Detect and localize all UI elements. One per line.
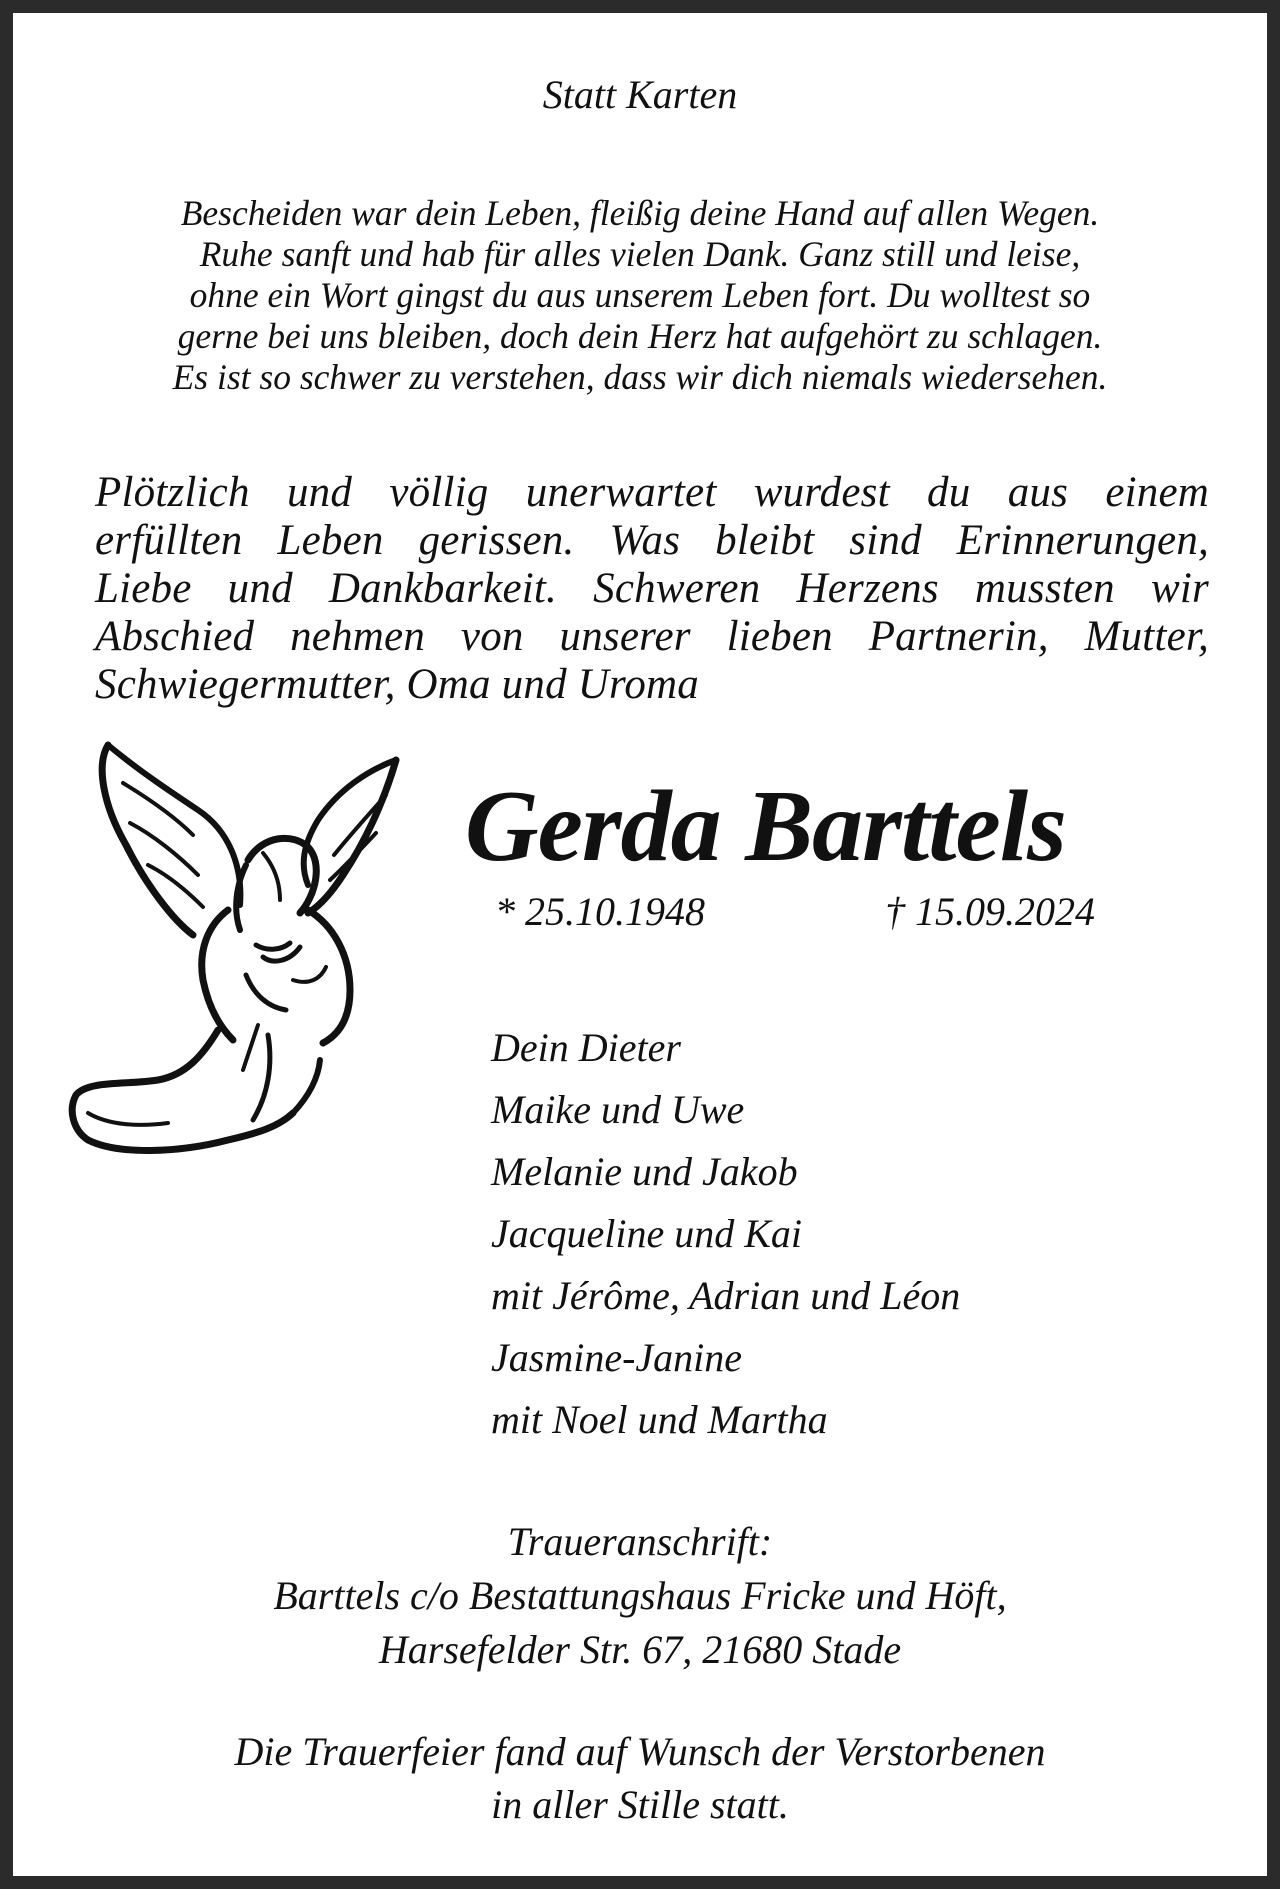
poem-line: gerne bei uns bleiben, doch dein Herz hat aufgehört zu schlagen. — [177, 316, 1103, 356]
family-member: Jacqueline und Kai — [491, 1211, 803, 1256]
deceased-name: Gerda Barttels — [465, 770, 1066, 883]
family-member: Dein Dieter — [491, 1025, 681, 1070]
family-list — [491, 1017, 960, 1451]
intro-line: erfüllten Leben gerissen. Was bleibt sind Erinnerungen, — [95, 517, 1209, 564]
header-statt-karten: Statt Karten — [542, 72, 738, 117]
family-member: Maike und Uwe — [491, 1087, 745, 1132]
address-line: Barttels c/o Bestattungshaus Fricke und Höft, — [273, 1573, 1007, 1618]
closing-line: Die Trauerfeier fand auf Wunsch der Verstorbenen — [234, 1729, 1046, 1774]
family-member: mit Noel und Martha — [491, 1397, 828, 1442]
address-line: Traueranschrift: — [507, 1519, 773, 1564]
family-member: Jasmine-Janine — [491, 1335, 743, 1380]
death-date: † 15.09.2024 — [885, 889, 1095, 934]
intro-line: Liebe und Dankbarkeit. Schweren Herzens mussten wir — [95, 565, 1209, 612]
intro-line: Plötzlich und völlig unerwartet wurdest du aus einem — [95, 469, 1209, 516]
angel-icon — [68, 735, 413, 1225]
intro-line: Schwiegermutter, Oma und Uroma — [95, 661, 699, 708]
closing-line: in aller Stille statt. — [491, 1782, 789, 1827]
poem-line: Ruhe sanft und hab für alles vielen Dank. Ganz still und leise, — [199, 234, 1081, 274]
intro-line: Abschied nehmen von unserer lieben Partnerin, Mutter, — [95, 613, 1209, 660]
poem-line: Es ist so schwer zu verstehen, dass wir dich niemals wiedersehen. — [172, 357, 1108, 397]
address-line: Harsefelder Str. 67, 21680 Stade — [378, 1627, 902, 1672]
birth-date: * 25.10.1948 — [495, 889, 705, 934]
closing-note — [13, 1725, 1267, 1831]
poem — [73, 193, 1207, 398]
family-member: Melanie und Jakob — [491, 1149, 798, 1194]
family-member: mit Jérôme, Adrian und Léon — [491, 1273, 961, 1318]
mourning-address — [13, 1515, 1267, 1677]
intro-text — [95, 469, 1209, 709]
poem-line: ohne ein Wort gingst du aus unserem Leben fort. Du wolltest so — [189, 275, 1091, 315]
poem-line: Bescheiden war dein Leben, fleißig deine Hand auf allen Wegen. — [180, 193, 1100, 233]
